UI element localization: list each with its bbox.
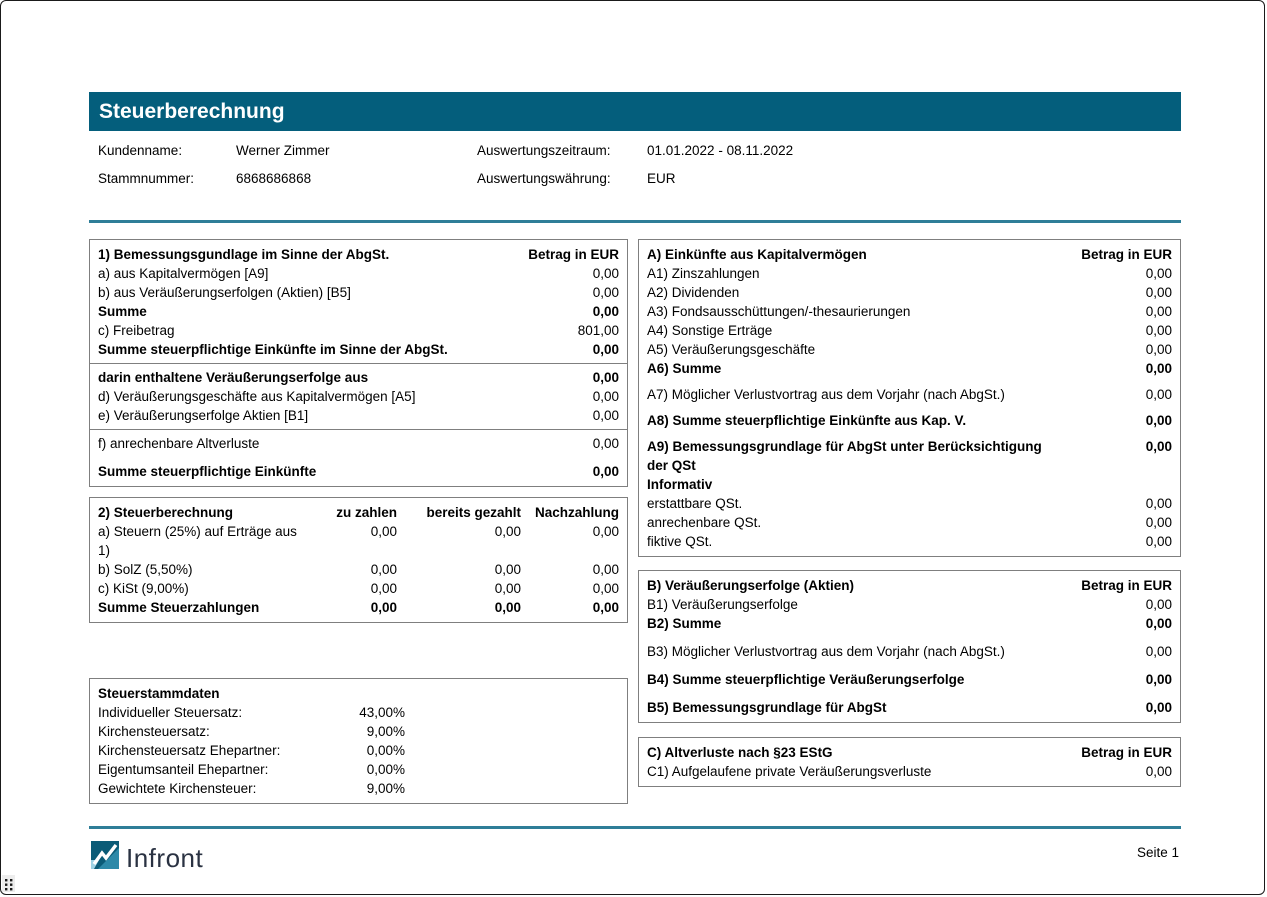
row-value: 0,00 [1145,387,1172,402]
table-row [98,283,619,302]
row-value: 0,00 [592,436,619,451]
amount-column-header: Betrag in EUR [1081,745,1172,760]
row-value: 0,00 [1145,323,1172,338]
row-label: B5) Bemessungsgrundlage für AbgSt [647,700,887,715]
column-header: Nachzahlung [534,505,619,520]
row-label: A3) Fondsausschüttungen/-thesaurierungen [647,304,911,319]
table-row [647,302,1172,321]
row-value: 0,00 [592,266,619,281]
table-header-row [647,576,1172,595]
row-label: B3) Möglicher Verlustvortrag aus dem Vorjahr (nach AbgSt.) [647,644,1005,659]
meta-label: Auswertungszeitraum: [477,143,611,158]
row-value: 0,00 [592,389,619,404]
table-row [647,475,1172,494]
table-row [647,283,1172,302]
row-label: anrechenbare QSt. [647,515,762,530]
box-title-label: Steuerstammdaten [98,686,220,701]
meta-row [98,171,1181,186]
table-row [98,760,619,779]
row-label: e) Veräußerungserfolge Aktien [B1] [98,408,309,423]
row-label: Kirchensteuersatz: [98,724,210,739]
row-value: 0,00 [1145,616,1172,631]
table-row [98,522,619,560]
table-header-row [98,245,619,264]
table-row [98,598,619,617]
row-label: B2) Summe [647,616,722,631]
box-title: 1) Bemessungsgundlage im Sinne der AbgSt. [98,247,390,262]
box-einkuenfte-kapitalvermoegen [638,239,1181,557]
page-title: Steuerberechnung [89,92,1181,131]
row-label: f) anrechenbare Altverluste [98,436,260,451]
row-label: Informativ [647,477,713,492]
row-value: 43,00% [359,705,405,720]
row-value: 0,00 [1145,644,1172,659]
footer-divider [89,826,1181,829]
row-label: a) aus Kapitalvermögen [A9] [98,266,269,281]
box-title: C) Altverluste nach §23 EStG [647,745,833,760]
infront-logo [91,841,203,874]
box-title: A) Einkünfte aus Kapitalvermögen [647,247,867,262]
row-label: Gewichtete Kirchensteuer: [98,781,257,796]
row-value: 0,00 [1145,764,1172,779]
row-value: 0,00 [1145,342,1172,357]
page-number: Seite 1 [1136,845,1179,860]
table-row [98,579,619,598]
table-row [647,264,1172,283]
row-label: erstattbare QSt. [647,496,743,511]
row-label: c) Freibetrag [98,323,175,338]
row-label: A7) Möglicher Verlustvortrag aus dem Vorjahr (nach AbgSt.) [647,387,1005,402]
table-row [647,385,1172,404]
row-label: darin enthaltene Veräußerungserfolge aus [98,370,369,385]
table-row [647,411,1172,430]
row-value: 0,00 [1145,285,1172,300]
cell-value: 0,00 [592,524,619,539]
row-label: b) SolZ (5,50%) [98,562,193,577]
table-row [98,434,619,453]
row-label: Summe steuerpflichtige Einkünfte im Sinne der AbgSt. [98,342,448,357]
cell-value: 0,00 [592,581,619,596]
box-steuerberechnung [89,497,628,623]
table-row [647,614,1172,633]
row-label: C1) Aufgelaufene private Veräußerungsverluste [647,764,932,779]
table-row [98,368,619,387]
row-value: 0,00 [1145,413,1172,428]
table-row [647,494,1172,513]
row-label: c) KiSt (9,00%) [98,581,189,596]
cell-value: 0,00 [494,581,521,596]
meta-label: Auswertungswährung: [477,171,611,186]
box-title: 2) Steuerberechnung [98,505,234,520]
cell-value: 0,00 [494,562,521,577]
row-value: 0,00 [1145,534,1172,549]
row-label: Summe Steuerzahlungen [98,600,260,615]
box-inner-divider [90,363,627,364]
row-value: 0,00 [592,464,619,479]
box-steuerstammdaten [89,678,628,804]
row-value: 0,00 [592,304,619,319]
table-row [98,264,619,283]
left-column [89,239,628,804]
table-row [98,340,619,359]
row-label: Eigentumsanteil Ehepartner: [98,762,269,777]
row-label: b) aus Veräußerungserfolgen (Aktien) [B5] [98,285,351,300]
amount-column-header: Betrag in EUR [528,247,619,262]
box-veraeusserungserfolge [638,570,1181,723]
row-label: a) Steuern (25%) auf Erträge aus 1) [98,524,297,558]
cell-value: 0,00 [370,581,397,596]
table-row [98,741,619,760]
table-row [647,698,1172,717]
table-row [647,595,1172,614]
cell-value: 0,00 [494,600,521,615]
row-label: A9) Bemessungsgrundlage für AbgSt unter Berücksichtigung der QSt [647,439,1042,473]
meta-label: Kundenname: [98,143,183,158]
row-value: 0,00 [1145,496,1172,511]
table-row [647,670,1172,689]
right-column [638,239,1181,787]
row-label: A6) Summe [647,361,722,376]
row-label: A1) Zinszahlungen [647,266,760,281]
column-header: bereits gezahlt [426,505,521,520]
cell-value: 0,00 [494,524,521,539]
row-value: 0,00 [1145,597,1172,612]
row-label: A5) Veräußerungsgeschäfte [647,342,816,357]
meta-label: Stammnummer: [98,171,195,186]
row-label: Summe steuerpflichtige Einkünfte [98,464,317,479]
row-label: A8) Summe steuerpflichtige Einkünfte aus Kap. V. [647,413,967,428]
table-row [647,340,1172,359]
row-label: B1) Veräußerungserfolge [647,597,798,612]
row-value: 0,00 [592,370,619,385]
infront-logo-icon [91,841,119,874]
row-value: 0,00 [1145,361,1172,376]
row-value: 0,00% [366,743,405,758]
customer-meta [98,143,1181,199]
table-header-row [647,245,1172,264]
row-label: A4) Sonstige Erträge [647,323,773,338]
table-row [98,387,619,406]
row-label: Summe [98,304,147,319]
row-value: 0,00 [1145,304,1172,319]
meta-value: 6868686868 [236,171,312,186]
table-row [647,642,1172,661]
row-label: d) Veräußerungsgeschäfte aus Kapitalvermögen [A5] [98,389,416,404]
row-label: Kirchensteuersatz Ehepartner: [98,743,281,758]
row-value: 0,00 [1145,439,1172,454]
row-value: 0,00% [366,762,405,777]
box-title [98,684,619,703]
box-inner-divider [90,429,627,430]
row-label: fiktive QSt. [647,534,713,549]
cell-value: 0,00 [370,600,397,615]
cell-value: 0,00 [592,562,619,577]
table-header-row [98,503,619,522]
row-value: 0,00 [592,285,619,300]
table-row [647,437,1172,475]
row-label: Individueller Steuersatz: [98,705,243,720]
meta-value: 01.01.2022 - 08.11.2022 [647,143,794,158]
row-value: 801,00 [577,323,619,338]
table-row [647,762,1172,781]
amount-column-header: Betrag in EUR [1081,247,1172,262]
table-row [647,359,1172,378]
table-row [98,560,619,579]
box-title: B) Veräußerungserfolge (Aktien) [647,578,855,593]
table-row [647,513,1172,532]
table-header-row [647,743,1172,762]
cell-value: 0,00 [370,524,397,539]
box-bemessungsgrundlage [89,239,628,487]
meta-value: EUR [647,171,676,186]
table-row [98,302,619,321]
table-row [98,462,619,481]
row-value: 0,00 [592,342,619,357]
box-altverluste [638,737,1181,787]
table-row [98,321,619,340]
row-value: 0,00 [1145,700,1172,715]
column-header: zu zahlen [336,505,397,520]
table-row [98,779,619,798]
row-label: A2) Dividenden [647,285,740,300]
table-row [647,532,1172,551]
row-label: B4) Summe steuerpflichtige Veräußerungserfolge [647,672,965,687]
row-value: 9,00% [366,781,405,796]
brand-wordmark: Infront [126,842,204,873]
table-row [98,406,619,425]
table-row [647,321,1172,340]
section-divider [89,220,1181,223]
table-row [98,722,619,741]
row-value: 0,00 [1145,672,1172,687]
drag-handle-icon[interactable] [2,875,15,892]
row-value: 9,00% [366,724,405,739]
row-value: 0,00 [592,408,619,423]
amount-column-header: Betrag in EUR [1081,578,1172,593]
cell-value: 0,00 [592,600,619,615]
cell-value: 0,00 [370,562,397,577]
meta-value: Werner Zimmer [236,143,330,158]
table-row [98,703,619,722]
row-value: 0,00 [1145,266,1172,281]
row-value: 0,00 [1145,515,1172,530]
meta-row [98,143,1181,158]
